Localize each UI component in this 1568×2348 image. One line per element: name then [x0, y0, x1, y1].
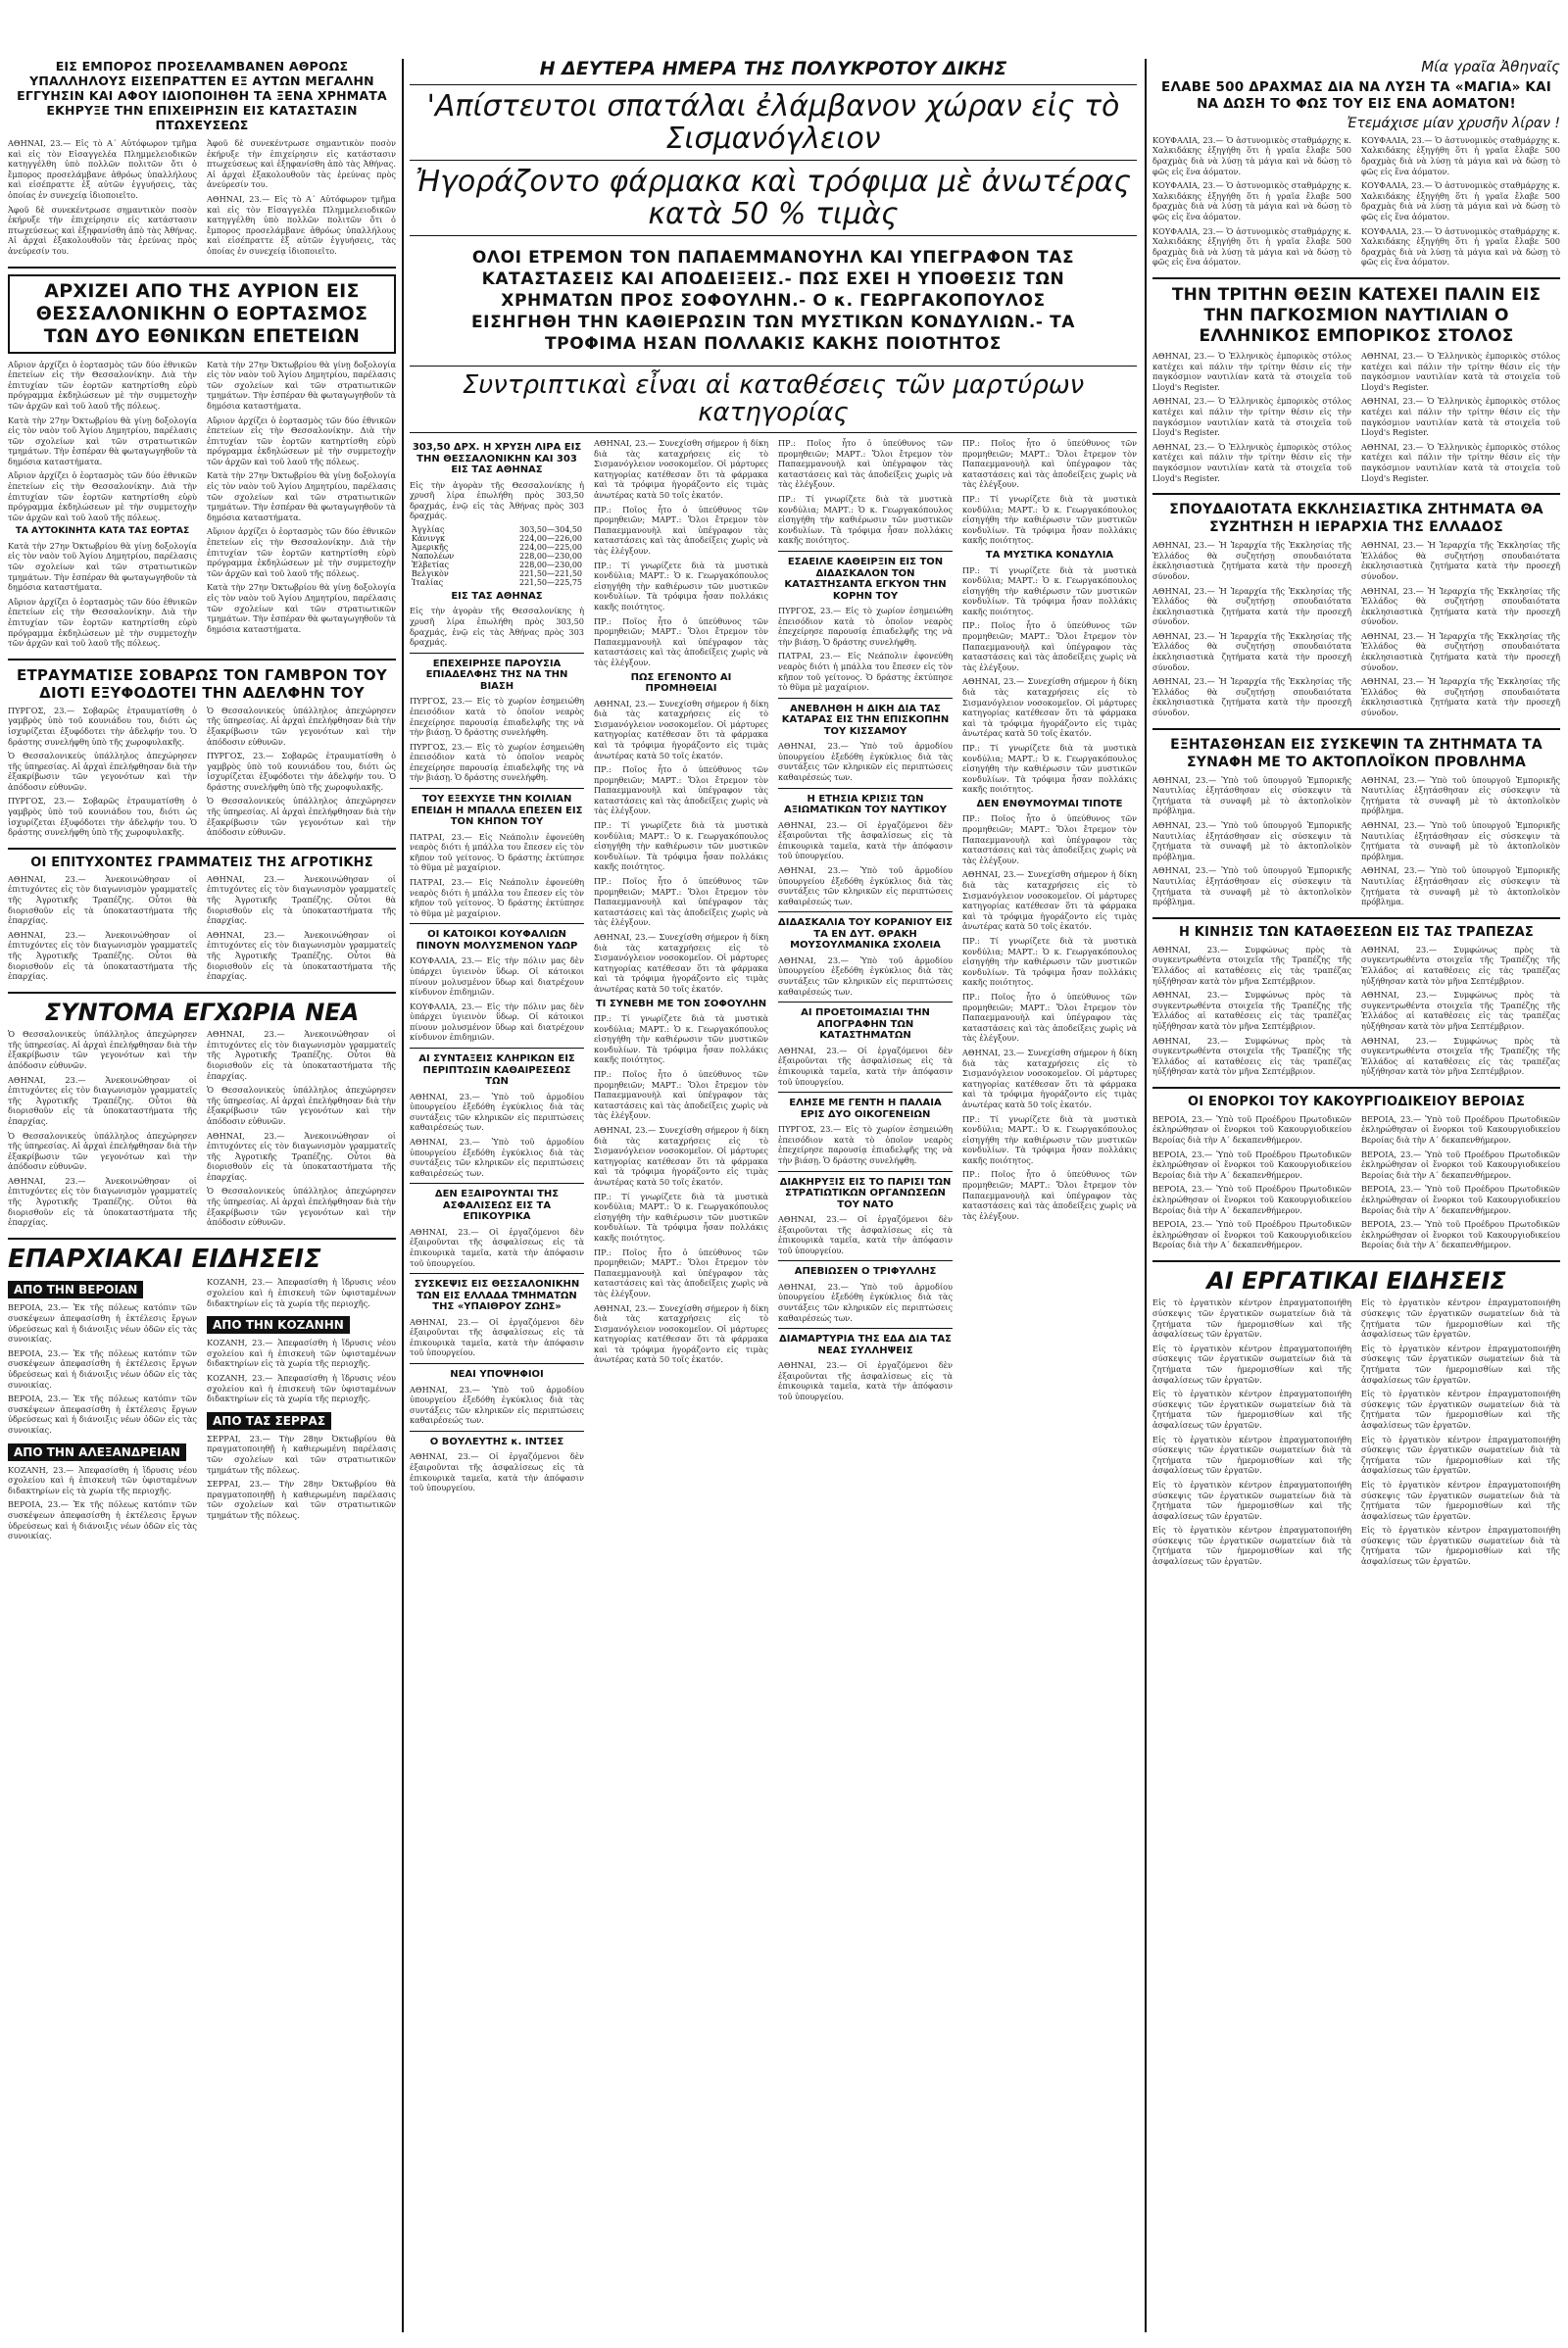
paragraph: Αὔριον ἀρχίζει ὁ ἑορτασμὸς τῶν δύο ἐθνικῶν ἐπετείων εἰς τὴν Θεσσαλονίκην. Διὰ τὴν ἐπιτυχίαν τῶν ἑορτῶν κατηρτίσθη εὐρὺ πρόγραμμα ἐκδηλώσεων μὲ τὴν συμμετοχὴν τῶν ἀρχῶν καὶ τοῦ λαοῦ τῆς πόλεως.: [8, 359, 197, 411]
paragraph: ΠΑΤΡΑΙ, 23.— Εἰς Νεάπολιν ἐφονεύθη νεαρὸς διότι ἡ μπάλλα του ἔπεσεν εἰς τὸν κῆπον τοῦ γείτονος. Ὁ δράστης ἐκτύπησε τὸ θῦμα μὲ μαχαίριον.: [410, 831, 584, 873]
subheadline: ΔΙΑΜΑΡΤΥΡΙΑ ΤΗΣ ΕΔΑ ΔΙΑ ΤΑΣ ΝΕΑΣ ΣΥΛΛΗΨΕΙΣ: [779, 1334, 952, 1356]
subheadline: ΔΙΑΚΗΡΥΞΙΣ ΕΙΣ ΤΟ ΠΑΡΙΣΙ ΤΩΝ ΣΤΡΑΤΙΩΤΙΚΩΝ ΟΡΓΑΝΩΣΕΩΝ ΤΟΥ ΝΑΤΟ: [779, 1176, 952, 1210]
paragraph: ΑΘΗΝΑΙ, 23.— Συνεχίσθη σήμερον ἡ δίκη διὰ τὰς καταχρήσεις εἰς τὸ Σισμανόγλειον νοσοκομεῖον. Οἱ μάρτυρες κατηγορίας κατέθεσαν ὅτι τὰ φάρμακα καὶ τὰ τρόφιμα ἠγοράζοντο εἰς τιμὰς ἀνωτέρας κατὰ 50 τοῖς ἑκατόν.: [594, 1125, 768, 1187]
paragraph: Κατὰ τὴν 27ην Ὀκτωβρίου θὰ γίνῃ δοξολογία εἰς τὸν ναὸν τοῦ Ἁγίου Δημητρίου, παρέλασις τῶν σχολείων καὶ τῶν στρατιωτικῶν τμημάτων. Τὴν ἑσπέραν θὰ φωταγωγηθοῦν τὰ δημόσια καταστήματα.: [207, 470, 396, 522]
paragraph: ΑΘΗΝΑΙ, 23.— Συμφώνως πρὸς τὰ συγκεντρωθέντα στοιχεῖα τῆς Τραπέζης τῆς Ἑλλάδος αἱ καταθέσεις εἰς τὰς τραπέζας ηὐξήθησαν κατὰ τὸν μῆνα Σεπτέμβριον.: [1152, 944, 1351, 986]
paragraph: ΠΡ.: Ποῖος ἦτο ὁ ὑπεύθυνος τῶν προμηθειῶν; ΜΑΡΤ.: Ὅλοι ἔτρεμον τὸν Παπαεμμανουὴλ καὶ ὑπέγραφον τὰς καταστάσεις καὶ τὰς ἀποδείξεις χωρὶς νὰ τὰς ἐλέγξουν.: [594, 504, 768, 557]
center-subcolumn: [962, 438, 1137, 1497]
paragraph: ΠΡ.: Ποῖος ἦτο ὁ ὑπεύθυνος τῶν προμηθειῶν; ΜΑΡΤ.: Ὅλοι ἔτρεμον τὸν Παπαεμμανουὴλ καὶ ὑπέγραφον τὰς καταστάσεις καὶ τὰς ἀποδείξεις χωρὶς νὰ τὰς ἐλέγξουν.: [962, 620, 1137, 672]
paragraph: ΠΡ.: Ποῖος ἦτο ὁ ὑπεύθυνος τῶν προμηθειῶν; ΜΑΡΤ.: Ὅλοι ἔτρεμον τὸν Παπαεμμανουὴλ καὶ ὑπέγραφον τὰς καταστάσεις καὶ τὰς ἀποδείξεις χωρὶς νὰ τὰς ἐλέγξουν.: [962, 991, 1137, 1044]
paragraph: ΠΡ.: Τί γνωρίζετε διὰ τὰ μυστικὰ κονδύλια; ΜΑΡΤ.: Ὁ κ. Γεωργακόπουλος εἰσηγήθη τὴν καθιέρωσιν τῶν μυστικῶν κονδυλίων. Τὰ τρόφιμα ἦσαν πολλάκις κακῆς ποιότητος.: [594, 1013, 768, 1065]
subheadline: ΔΕΝ ΕΝΘΥΜΟΥΜΑΙ ΤΙΠΟΤΕ: [976, 798, 1123, 809]
paragraph: Ὁ Θεσσαλονικεὺς ὑπάλληλος ἀπεχώρησεν τῆς ὑπηρεσίας. Αἱ ἀρχαὶ ἐπελήφθησαν διὰ τὴν ἐξακρίβωσιν τῶν γεγονότων καὶ τὴν ἀπόδοσιν εὐθυνῶν.: [207, 705, 396, 747]
right-kicker: Μία γραῖα Ἀθηναῖς: [1421, 59, 1560, 75]
subheadline: ΕΙΣ ΤΑΣ ΑΘΗΝΑΣ: [451, 590, 543, 602]
subheadline: ΠΩΣ ΕΓΕΝΟΝΤΟ ΑΙ ΠΡΟΜΗΘΕΙΑΙ: [630, 671, 732, 695]
paragraph: ΠΑΤΡΑΙ, 23.— Εἰς Νεάπολιν ἐφονεύθη νεαρὸς διότι ἡ μπάλλα του ἔπεσεν εἰς τὸν κῆπον τοῦ γείτονος. Ὁ δράστης ἐκτύπησε τὸ θῦμα μὲ μαχαίριον.: [410, 876, 584, 918]
center-column: [410, 59, 1137, 2332]
paragraph: ΚΟΖΑΝΗ, 23.— Ἀπεφασίσθη ἡ ἵδρυσις νέου σχολείου καὶ ἡ ἐπισκευὴ τῶν ὑφισταμένων διδακτηρίων εἰς τὰ χωρία τῆς περιοχῆς.: [207, 1277, 396, 1308]
paragraph: ΑΘΗΝΑΙ, 23.— Συνεχίσθη σήμερον ἡ δίκη διὰ τὰς καταχρήσεις εἰς τὸ Σισμανόγλειον νοσοκομεῖον. Οἱ μάρτυρες κατηγορίας κατέθεσαν ὅτι τὰ φάρμακα καὶ τὰ τρόφιμα ἠγοράζοντο εἰς τιμὰς ἀνωτέρας κατὰ 50 τοῖς ἑκατόν.: [594, 1302, 768, 1365]
paragraph: ΠΡ.: Ποῖος ἦτο ὁ ὑπεύθυνος τῶν προμηθειῶν; ΜΑΡΤ.: Ὅλοι ἔτρεμον τὸν Παπαεμμανουὴλ καὶ ὑπέγραφον τὰς καταστάσεις καὶ τὰς ἀποδείξεις χωρὶς νὰ τὰς ἐλέγξουν.: [594, 764, 768, 816]
shipping-headline: ΤΗΝ ΤΡΙΤΗΝ ΘΕΣΙΝ ΚΑΤΕΧΕΙ ΠΑΛΙΝ ΕΙΣ ΤΗΝ ΠΑΓΚΟΣΜΙΟΝ ΝΑΥΤΙΛΙΑΝ Ο ΕΛΛΗΝΙΚΟΣ ΕΜΠΟΡΙΚΟΣ ΣΤΟΛΟΣ: [1171, 285, 1542, 347]
paragraph: ΠΡ.: Τί γνωρίζετε διὰ τὰ μυστικὰ κονδύλια; ΜΑΡΤ.: Ὁ κ. Γεωργακόπουλος εἰσηγήθη τὴν καθιέρωσιν τῶν μυστικῶν κονδυλίων. Τὰ τρόφιμα ἦσαν πολλάκις κακῆς ποιότητος.: [962, 743, 1137, 795]
coin-name: Κάνινγκ: [412, 533, 446, 543]
paragraph: ΑΘΗΝΑΙ, 23.— Ἀνεκοινώθησαν οἱ ἐπιτυχόντες εἰς τὸν διαγωνισμὸν γραμματεῖς τῆς Ἀγροτικῆς Τραπέζης. Οὗτοι θὰ διορισθοῦν εἰς τὰ ὑποκαταστήματα τῆς ἐπαρχίας.: [8, 873, 197, 926]
article-body: [8, 360, 396, 653]
subheadline: ΑΙ ΣΥΝΤΑΞΕΙΣ ΚΛΗΡΙΚΩΝ ΕΙΣ ΠΕΡΙΠΤΩΣΙΝ ΚΑΘΑΙΡΕΣΕΩΣ ΤΩΝ: [418, 1053, 575, 1088]
paragraph: ΣΕΡΡΑΙ, 23.— Τὴν 28ην Ὀκτωβρίου θὰ πραγματοποιηθῇ ἡ καθιερωμένη παρέλασις τῶν σχολείων καὶ τῶν στρατιωτικῶν τμημάτων τῆς πόλεως.: [207, 1433, 396, 1475]
paragraph: Ὁ Θεσσαλονικεὺς ὑπάλληλος ἀπεχώρησεν τῆς ὑπηρεσίας. Αἱ ἀρχαὶ ἐπελήφθησαν διὰ τὴν ἐξακρίβωσιν τῶν γεγονότων καὶ τὴν ἀπόδοσιν εὐθυνῶν.: [207, 1186, 396, 1228]
paragraph: ΑΘΗΝΑΙ, 23.— Ἡ Ἱεραρχία τῆς Ἐκκλησίας τῆς Ἑλλάδος θὰ συζητήσῃ σπουδαιότατα ἐκκλησιαστικὰ ζητήματα κατὰ τὴν προσεχῆ σύνοδον.: [1361, 585, 1560, 627]
gold-price-row: [410, 552, 584, 561]
paragraph: ΒΕΡΟΙΑ, 23.— Ὑπὸ τοῦ Προέδρου Πρωτοδικῶν ἐκληρώθησαν οἱ ἔνορκοι τοῦ Κακουργιοδικείου Βεροίας διὰ τὴν Α΄ δεκαπενθήμερον.: [1152, 1113, 1351, 1146]
paragraph: ΑΘΗΝΑΙ, 23.— Ὑπὸ τοῦ ὑπουργοῦ Ἐμπορικῆς Ναυτιλίας ἐξητάσθησαν εἰς σύσκεψιν τὰ ζητήματα τὰ συναφῆ μὲ τὸ ἀκτοπλοϊκὸν πρόβλημα.: [1361, 774, 1560, 816]
paragraph: ΠΥΡΓΟΣ, 23.— Σοβαρῶς ἐτραυματίσθη ὁ γαμβρὸς ὑπὸ τοῦ κουνιάδου του, διότι ὡς ἰσχυρίζεται ἐξυφόδοτει τὴν ἀδελφήν του. Ὁ δράστης συνελήφθη ὑπὸ τῆς χωροφυλακῆς.: [207, 751, 396, 792]
paragraph: ΒΕΡΟΙΑ, 23.— Ὑπὸ τοῦ Προέδρου Πρωτοδικῶν ἐκληρώθησαν οἱ ἔνορκοι τοῦ Κακουργιοδικείου Βεροίας διὰ τὴν Α΄ δεκαπενθήμερον.: [1361, 1219, 1560, 1250]
paragraph: Αὔριον ἀρχίζει ὁ ἑορτασμὸς τῶν δύο ἐθνικῶν ἐπετείων εἰς τὴν Θεσσαλονίκην. Διὰ τὴν ἐπιτυχίαν τῶν ἑορτῶν κατηρτίσθη εὐρὺ πρόγραμμα ἐκδηλώσεων μὲ τὴν συμμετοχὴν τῶν ἀρχῶν καὶ τοῦ λαοῦ τῆς πόλεως.: [8, 596, 197, 649]
paragraph: Εἰς τὸ ἐργατικὸν κέντρον ἐπραγματοποιήθη σύσκεψις τῶν ἐργατικῶν σωματείων διὰ τὰ ζητήματα τῶν ἡμερομισθίων καὶ τῆς ἀσφαλίσεως τῶν ἐργατῶν.: [1361, 1434, 1560, 1476]
paragraph: ΠΡ.: Τί γνωρίζετε διὰ τὰ μυστικὰ κονδύλια; ΜΑΡΤ.: Ὁ κ. Γεωργακόπουλος εἰσηγήθη τὴν καθιέρωσιν τῶν μυστικῶν κονδυλίων. Τὰ τρόφιμα ἦσαν πολλάκις κακῆς ποιότητος.: [594, 1191, 768, 1243]
subheadline: ΤΑ ΜΥΣΤΙΚΑ ΚΟΝΔΥΛΙΑ: [985, 550, 1114, 562]
paragraph: ΚΟΥΦΑΛΙΑ, 23.— Εἰς τὴν πόλιν μας δὲν ὑπάρχει ὑγιεινὸν ὕδωρ. Οἱ κάτοικοι πίνουν μολυσμένον ὕδωρ καὶ διατρέχουν κίνδυνον ἐπιδημιῶν.: [410, 1001, 584, 1043]
paragraph: ΠΡ.: Ποῖος ἦτο ὁ ὑπεύθυνος τῶν προμηθειῶν; ΜΑΡΤ.: Ὅλοι ἔτρεμον τὸν Παπαεμμανουὴλ καὶ ὑπέγραφον τὰς καταστάσεις καὶ τὰς ἀποδείξεις χωρὶς νὰ τὰς ἐλέγξουν.: [594, 876, 768, 928]
paragraph: Εἰς τὸ ἐργατικὸν κέντρον ἐπραγματοποιήθη σύσκεψις τῶν ἐργατικῶν σωματείων διὰ τὰ ζητήματα τῶν ἡμερομισθίων καὶ τῆς ἀσφαλίσεως τῶν ἐργατῶν.: [1152, 1479, 1351, 1521]
article-body: [1152, 775, 1560, 911]
paragraph: ΑΘΗΝΑΙ, 23.— Οἱ ἐργαζόμενοι δὲν ἐξαιροῦνται τῆς ἀσφαλίσεως εἰς τὰ ἐπικουρικὰ ταμεῖα, κατὰ τὴν ἀπόφασιν τοῦ ὑπουργείου.: [410, 1451, 584, 1493]
paragraph: ΑΘΗΝΑΙ, 23.— Ὁ Ἑλληνικὸς ἐμπορικὸς στόλος κατέχει καὶ πάλιν τὴν τρίτην θέσιν εἰς τὴν παγκόσμιον ναυτιλίαν κατὰ τὰ στοιχεῖα τοῦ Lloyd's Register.: [1361, 351, 1560, 392]
paragraph: ΑΘΗΝΑΙ, 23.— Ὑπὸ τοῦ ἁρμοδίου ὑπουργείου ἐξεδόθη ἐγκύκλιος διὰ τὰς συντάξεις τῶν κληρικῶν εἰς περιπτώσεις καθαιρέσεώς των.: [410, 1091, 584, 1133]
paragraph: Εἰς τὸ ἐργατικὸν κέντρον ἐπραγματοποιήθη σύσκεψις τῶν ἐργατικῶν σωματείων διὰ τὰ ζητήματα τῶν ἡμερομισθίων καὶ τῆς ἀσφαλίσεως τῶν ἐργατῶν.: [1152, 1389, 1351, 1430]
paragraph: ΑΘΗΝΑΙ, 23.— Εἰς τὸ Α΄ Αὐτόφωρον τμῆμα καὶ εἰς τὸν Εἰσαγγελέα Πλημμελειοδικῶν κατηγγέλθη ὑπὸ πολλῶν πολιτῶν ὅτι ὁ ἔμπορος προσελάμβανε ἀθρόως ὑπαλλήλους καὶ εἰσέπραττε ἐξ αὐτῶν ἐγγυήσεις, τὰς ὁποίας ἐν συνεχείᾳ ἰδιοποιεῖτο.: [8, 138, 197, 200]
paragraph: ΠΥΡΓΟΣ, 23.— Εἰς τὸ χωρίον ἐσημειώθη ἐπεισόδιον κατὰ τὸ ὁποῖον νεαρὸς ἐπεχείρησε παρουσίᾳ ἐπιαδελφῆς της νὰ τὴν βιάσῃ. Ὁ δράστης συνελήφθη.: [410, 741, 584, 783]
section-label: ΑΠΟ ΤΑΣ ΣΕΡΡΑΣ: [207, 1412, 331, 1430]
coin-name: Ἀγγλίας: [412, 524, 445, 534]
article-body: [8, 1029, 396, 1232]
article-body: [1152, 135, 1560, 271]
gold-headline: 303,50 ΔΡΧ. Η ΧΡΥΣΗ ΛΙΡΑ ΕΙΣ ΤΗΝ ΘΕΣΣΑΛΟΝΙΚΗΝ ΚΑΙ 303 ΕΙΣ ΤΑΣ ΑΘΗΝΑΣ: [412, 442, 582, 476]
paragraph: ΑΘΗΝΑΙ, 23.— Ἀνεκοινώθησαν οἱ ἐπιτυχόντες εἰς τὸν διαγωνισμὸν γραμματεῖς τῆς Ἀγροτικῆς Τραπέζης. Οὗτοι θὰ διορισθοῦν εἰς τὰ ὑποκαταστήματα τῆς ἐπαρχίας.: [207, 1029, 396, 1081]
paragraph: ΑΘΗΝΑΙ, 23.— Συνεχίσθη σήμερον ἡ δίκη διὰ τὰς καταχρήσεις εἰς τὸ Σισμανόγλειον νοσοκομεῖον. Οἱ μάρτυρες κατηγορίας κατέθεσαν ὅτι τὰ φάρμακα καὶ τὰ τρόφιμα ἠγοράζοντο εἰς τιμὰς ἀνωτέρας κατὰ 50 τοῖς ἑκατόν.: [962, 869, 1137, 932]
paragraph: ΑΘΗΝΑΙ, 23.— Συνεχίσθη σήμερον ἡ δίκη διὰ τὰς καταχρήσεις εἰς τὸ Σισμανόγλειον νοσοκομεῖον. Οἱ μάρτυρες κατηγορίας κατέθεσαν ὅτι τὰ φάρμακα καὶ τὰ τρόφιμα ἠγοράζοντο εἰς τιμὰς ἀνωτέρας κατὰ 50 τοῖς ἑκατόν.: [962, 1047, 1137, 1109]
subheadline: ΑΝΕΒΛΗΘΗ Η ΔΙΚΗ ΔΙΑ ΤΑΣ ΚΑΤΑΡΑΣ ΕΙΣ ΤΗΝ ΕΠΙΣΚΟΠΗΝ ΤΟΥ ΚΙΣΣΑΜΟΥ: [781, 703, 950, 737]
article-body: [1152, 945, 1560, 1081]
paragraph: Αὔριον ἀρχίζει ὁ ἑορτασμὸς τῶν δύο ἐθνικῶν ἐπετείων εἰς τὴν Θεσσαλονίκην. Διὰ τὴν ἐπιτυχίαν τῶν ἑορτῶν κατηρτίσθη εὐρὺ πρόγραμμα ἐκδηλώσεων μὲ τὴν συμμετοχὴν τῶν ἀρχῶν καὶ τοῦ λαοῦ τῆς πόλεως.: [8, 470, 197, 522]
paragraph: ΠΡ.: Ποῖος ἦτο ὁ ὑπεύθυνος τῶν προμηθειῶν; ΜΑΡΤ.: Ὅλοι ἔτρεμον τὸν Παπαεμμανουὴλ καὶ ὑπέγραφον τὰς καταστάσεις καὶ τὰς ἀποδείξεις χωρὶς νὰ τὰς ἐλέγξουν.: [962, 1169, 1137, 1221]
paragraph: ΑΘΗΝΑΙ, 23.— Ὑπὸ τοῦ ἁρμοδίου ὑπουργείου ἐξεδόθη ἐγκύκλιος διὰ τὰς συντάξεις τῶν κληρικῶν εἰς περιπτώσεις καθαιρέσεώς των.: [778, 741, 953, 783]
column-rule: [402, 59, 404, 2332]
paragraph: ΑΘΗΝΑΙ, 23.— Οἱ ἐργαζόμενοι δὲν ἐξαιροῦνται τῆς ἀσφαλίσεως εἰς τὰ ἐπικουρικὰ ταμεῖα, κατὰ τὴν ἀπόφασιν τοῦ ὑπουργείου.: [778, 1360, 953, 1402]
paragraph: ΑΘΗΝΑΙ, 23.— Ὁ Ἑλληνικὸς ἐμπορικὸς στόλος κατέχει καὶ πάλιν τὴν τρίτην θέσιν εἰς τὴν παγκόσμιον ναυτιλίαν κατὰ τὰ στοιχεῖα τοῦ Lloyd's Register.: [1361, 396, 1560, 438]
paragraph: ΑΘΗΝΑΙ, 23.— Οἱ ἐργαζόμενοι δὲν ἐξαιροῦνται τῆς ἀσφαλίσεως εἰς τὰ ἐπικουρικὰ ταμεῖα, κατὰ τὴν ἀπόφασιν τοῦ ὑπουργείου.: [410, 1316, 584, 1358]
article-body: [8, 1277, 396, 1544]
subheadline: ΝΕΑΙ ΥΠΟΨΗΦΙΟΙ: [450, 1369, 544, 1381]
paragraph: Εἰς τὸ ἐργατικὸν κέντρον ἐπραγματοποιήθη σύσκεψις τῶν ἐργατικῶν σωματείων διὰ τὰ ζητήματα τῶν ἡμερομισθίων καὶ τῆς ἀσφαλίσεως τῶν ἐργατῶν.: [1361, 1343, 1560, 1385]
paragraph: ΒΕΡΟΙΑ, 23.— Ὑπὸ τοῦ Προέδρου Πρωτοδικῶν ἐκληρώθησαν οἱ ἔνορκοι τοῦ Κακουργιοδικείου Βεροίας διὰ τὴν Α΄ δεκαπενθήμερον.: [1361, 1184, 1560, 1215]
paragraph: ΠΥΡΓΟΣ, 23.— Εἰς τὸ χωρίον ἐσημειώθη ἐπεισόδιον κατὰ τὸ ὁποῖον νεαρὸς ἐπεχείρησε παρουσίᾳ ἐπιαδελφῆς της νὰ τὴν βιάσῃ. Ὁ δράστης συνελήφθη.: [410, 696, 584, 738]
paragraph: ΚΟΥΦΑΛΙΑ, 23.— Ὁ ἀστυνομικὸς σταθμάρχης κ. Χαλκιδάκης ἐξηγήθη ὅτι ἡ γραῖα ἔλαβε 500 δραχμὰς διὰ νὰ λύσῃ τὰ μάγια καὶ νὰ δώσῃ τὸ φῶς εἰς ἕνα ἀόματον.: [1361, 134, 1560, 176]
coin-name: Ἰταλίας: [412, 577, 444, 587]
paragraph: ΑΘΗΝΑΙ, 23.— Συνεχίσθη σήμερον ἡ δίκη διὰ τὰς καταχρήσεις εἰς τὸ Σισμανόγλειον νοσοκομεῖον. Οἱ μάρτυρες κατηγορίας κατέθεσαν ὅτι τὰ φάρμακα καὶ τὰ τρόφιμα ἠγοράζοντο εἰς τιμὰς ἀνωτέρας κατὰ 50 τοῖς ἑκατόν.: [962, 676, 1137, 739]
deposits-headline: Η ΚΙΝΗΣΙΣ ΤΩΝ ΚΑΤΑΘΕΣΕΩΝ ΕΙΣ ΤΑΣ ΤΡΑΠΕΖΑΣ: [1179, 924, 1534, 940]
paragraph: ΒΕΡΟΙΑ, 23.— Ὑπὸ τοῦ Προέδρου Πρωτοδικῶν ἐκληρώθησαν οἱ ἔνορκοι τοῦ Κακουργιοδικείου Βεροίας διὰ τὴν Α΄ δεκαπενθήμερον.: [1152, 1184, 1351, 1215]
secretaries-headline: ΟΙ ΕΠΙΤΥΧΟΝΤΕΣ ΓΡΑΜΜΑΤΕΙΣ ΤΗΣ ΑΓΡΟΤΙΚΗΣ: [30, 855, 373, 870]
paragraph: ΚΟΥΦΑΛΙΑ, 23.— Ὁ ἀστυνομικὸς σταθμάρχης κ. Χαλκιδάκης ἐξηγήθη ὅτι ἡ γραῖα ἔλαβε 500 δραχμὰς διὰ νὰ λύσῃ τὰ μάγια καὶ νὰ δώσῃ τὸ φῶς εἰς ἕνα ἀόματον.: [1361, 225, 1560, 268]
paragraph: ΠΡ.: Ποῖος ἦτο ὁ ὑπεύθυνος τῶν προμηθειῶν; ΜΑΡΤ.: Ὅλοι ἔτρεμον τὸν Παπαεμμανουὴλ καὶ ὑπέγραφον τὰς καταστάσεις καὶ τὰς ἀποδείξεις χωρὶς νὰ τὰς ἐλέγξουν.: [594, 615, 768, 667]
subheadline: ΤΟΥ ΕΞΕΧΥΣΕ ΤΗΝ ΚΟΙΛΙΑΝ ΕΠΕΙΔΗ Η ΜΠΑΛΛΑ ΕΠΕΣΕΝ ΕΙΣ ΤΟΝ ΚΗΠΟΝ ΤΟΥ: [411, 794, 583, 828]
paragraph: ΑΘΗΝΑΙ, 23.— Οἱ ἐργαζόμενοι δὲν ἐξαιροῦνται τῆς ἀσφαλίσεως εἰς τὰ ἐπικουρικὰ ταμεῖα, κατὰ τὴν ἀπόφασιν τοῦ ὑπουργείου.: [778, 819, 953, 861]
subheadline: ΔΕΝ ΕΞΑΙΡΟΥΝΤΑΙ ΤΗΣ ΑΣΦΑΛΙΣΕΩΣ ΕΙΣ ΤΑ ΕΠΙΚΟΥΡΙΚΑ: [434, 1189, 560, 1223]
paragraph: ΑΘΗΝΑΙ, 23.— Ὑπὸ τοῦ ἁρμοδίου ὑπουργείου ἐξεδόθη ἐγκύκλιος διὰ τὰς συντάξεις τῶν κληρικῶν εἰς περιπτώσεις καθαιρέσεώς των.: [778, 865, 953, 906]
article-body: [1152, 540, 1560, 722]
provincial-news-headline: ΕΠΑΡΧΙΑΚΑΙ ΕΙΔΗΣΕΙΣ: [8, 1244, 321, 1274]
paragraph: ΑΘΗΝΑΙ, 23.— Ἀνεκοινώθησαν οἱ ἐπιτυχόντες εἰς τὸν διαγωνισμὸν γραμματεῖς τῆς Ἀγροτικῆς Τραπέζης. Οὗτοι θὰ διορισθοῦν εἰς τὰ ὑποκαταστήματα τῆς ἐπαρχίας.: [8, 1175, 197, 1228]
paragraph: Αὔριον ἀρχίζει ὁ ἑορτασμὸς τῶν δύο ἐθνικῶν ἐπετείων εἰς τὴν Θεσσαλονίκην. Διὰ τὴν ἐπιτυχίαν τῶν ἑορτῶν κατηρτίσθη εὐρὺ πρόγραμμα ἐκδηλώσεων μὲ τὴν συμμετοχὴν τῶν ἀρχῶν καὶ τοῦ λαοῦ τῆς πόλεως.: [207, 415, 396, 466]
paragraph: ΑΘΗΝΑΙ, 23.— Ὑπὸ τοῦ ἁρμοδίου ὑπουργείου ἐξεδόθη ἐγκύκλιος διὰ τὰς συντάξεις τῶν κληρικῶν εἰς περιπτώσεις καθαιρέσεώς των.: [410, 1136, 584, 1178]
center-columns: [410, 438, 1137, 1497]
right-top-headline: ΕΛΑΒΕ 500 ΔΡΑΧΜΑΣ ΔΙΑ ΝΑ ΛΥΣΗ ΤΑ «ΜΑΓΙΑ» ΚΑΙ ΝΑ ΔΩΣΗ ΤΟ ΦΩΣ ΤΟΥ ΕΙΣ ΕΝΑ ΑΟΜΑΤΟΝ!: [1161, 78, 1551, 112]
coin-name: Βελγικὸν: [412, 568, 449, 578]
paragraph: ΠΑΤΡΑΙ, 23.— Εἰς Νεάπολιν ἐφονεύθη νεαρὸς διότι ἡ μπάλλα του ἔπεσεν εἰς τὸν κῆπον τοῦ γείτονος. Ὁ δράστης ἐκτύπησε τὸ θῦμα μὲ μαχαίριον.: [778, 651, 953, 693]
article-body: [8, 138, 396, 261]
gold-price-row: [410, 543, 584, 552]
gold-price-row: [410, 534, 584, 543]
paragraph: ΑΘΗΝΑΙ, 23.— Ὁ Ἑλληνικὸς ἐμπορικὸς στόλος κατέχει καὶ πάλιν τὴν τρίτην θέσιν εἰς τὴν παγκόσμιον ναυτιλίαν κατὰ τὰ στοιχεῖα τοῦ Lloyd's Register.: [1152, 351, 1351, 392]
center-subcolumn: [778, 438, 953, 1497]
paragraph: ΒΕΡΟΙΑ, 23.— Ἐκ τῆς πόλεως κατόπιν τῶν συσκέψεων ἀπεφασίσθη ἡ ἐκτέλεσις ἔργων ὑδρεύσεως καὶ ἡ διάνοιξις νέων ὁδῶν εἰς τὰς συνοικίας.: [8, 1499, 197, 1541]
subheadline: ΟΙ ΚΑΤΟΙΚΟΙ ΚΟΥΦΑΛΙΩΝ ΠΙΝΟΥΝ ΜΟΛΥΣΜΕΝΟΝ ΥΔΩΡ: [416, 929, 578, 952]
paragraph: ΚΟΖΑΝΗ, 23.— Ἀπεφασίσθη ἡ ἵδρυσις νέου σχολείου καὶ ἡ ἐπισκευὴ τῶν ὑφισταμένων διδακτηρίων εἰς τὰ χωρία τῆς περιοχῆς.: [207, 1373, 396, 1404]
paragraph: ΚΟΥΦΑΛΙΑ, 23.— Ὁ ἀστυνομικὸς σταθμάρχης κ. Χαλκιδάκης ἐξηγήθη ὅτι ἡ γραῖα ἔλαβε 500 δραχμὰς διὰ νὰ λύσῃ τὰ μάγια καὶ νὰ δώσῃ τὸ φῶς εἰς ἕνα ἀόματον.: [1152, 225, 1351, 268]
subheadline: ΑΠΕΒΙΩΣΕΝ Ο ΤΡΙΦΥΛΛΗΣ: [794, 1266, 937, 1278]
paragraph: ΠΡ.: Ποῖος ἦτο ὁ ὑπεύθυνος τῶν προμηθειῶν; ΜΑΡΤ.: Ὅλοι ἔτρεμον τὸν Παπαεμμανουὴλ καὶ ὑπέγραφον τὰς καταστάσεις καὶ τὰς ἀποδείξεις χωρὶς νὰ τὰς ἐλέγξουν.: [962, 438, 1137, 490]
article-body: [8, 874, 396, 986]
paragraph: Ἀφοῦ δὲ συνεκέντρωσε σημαντικὸν ποσὸν ἐκήρυξε τὴν ἐπιχείρησιν εἰς κατάστασιν πτωχεύσεως καὶ ἐξηφανίσθη ἀπὸ τὰς Ἀθήνας. Αἱ ἀρχαὶ ἐξακολουθοῦν τὰς ἐρεύνας πρὸς ἀνεύρεσίν του.: [8, 204, 197, 256]
section-label: ΑΠΟ ΤΗΝ ΚΟΖΑΝΗΝ: [207, 1316, 350, 1334]
labour-news-headline: ΑΙ ΕΡΓΑΤΙΚΑΙ ΕΙΔΗΣΕΙΣ: [1206, 1267, 1506, 1296]
trial-kicker: Η ΔΕΥΤΕΡΑ ΗΜΕΡΑ ΤΗΣ ΠΟΛΥΚΡΟΤΟΥ ΔΙΚΗΣ: [539, 59, 1007, 79]
coin-price: 224,00—225,00: [519, 542, 582, 552]
right-column: [1152, 59, 1560, 2332]
paragraph: Εἰς τὸ ἐργατικὸν κέντρον ἐπραγματοποιήθη σύσκεψις τῶν ἐργατικῶν σωματείων διὰ τὰ ζητήματα τῶν ἡμερομισθίων καὶ τῆς ἀσφαλίσεως τῶν ἐργατῶν.: [1152, 1525, 1351, 1567]
wound-headline: ΕΤΡΑΥΜΑΤΙΣΕ ΣΟΒΑΡΩΣ ΤΟΝ ΓΑΜΒΡΟΝ ΤΟΥ ΔΙΟΤΙ ΕΞΥΦΟΔΟΤΕΙ ΤΗΝ ΑΔΕΛΦΗΝ ΤΟΥ: [17, 665, 387, 702]
paragraph: ΑΘΗΝΑΙ, 23.— Ὑπὸ τοῦ ὑπουργοῦ Ἐμπορικῆς Ναυτιλίας ἐξητάσθησαν εἰς σύσκεψιν τὰ ζητήματα τὰ συναφῆ μὲ τὸ ἀκτοπλοϊκὸν πρόβλημα.: [1361, 865, 1560, 907]
paragraph: ΑΘΗΝΑΙ, 23.— Ὁ Ἑλληνικὸς ἐμπορικὸς στόλος κατέχει καὶ πάλιν τὴν τρίτην θέσιν εἰς τὴν παγκόσμιον ναυτιλίαν κατὰ τὰ στοιχεῖα τοῦ Lloyd's Register.: [1361, 441, 1560, 483]
paragraph: Εἰς τὸ ἐργατικὸν κέντρον ἐπραγματοποιήθη σύσκεψις τῶν ἐργατικῶν σωματείων διὰ τὰ ζητήματα τῶν ἡμερομισθίων καὶ τῆς ἀσφαλίσεως τῶν ἐργατῶν.: [1361, 1479, 1560, 1521]
paragraph: ΑΘΗΝΑΙ, 23.— Ἀνεκοινώθησαν οἱ ἐπιτυχόντες εἰς τὸν διαγωνισμὸν γραμματεῖς τῆς Ἀγροτικῆς Τραπέζης. Οὗτοι θὰ διορισθοῦν εἰς τὰ ὑποκαταστήματα τῆς ἐπαρχίας.: [207, 929, 396, 982]
paragraph: ΠΡ.: Ποῖος ἦτο ὁ ὑπεύθυνος τῶν προμηθειῶν; ΜΑΡΤ.: Ὅλοι ἔτρεμον τὸν Παπαεμμανουὴλ καὶ ὑπέγραφον τὰς καταστάσεις καὶ τὰς ἀποδείξεις χωρὶς νὰ τὰς ἐλέγξουν.: [594, 1247, 768, 1298]
paragraph: ΚΟΥΦΑΛΙΑ, 23.— Ὁ ἀστυνομικὸς σταθμάρχης κ. Χαλκιδάκης ἐξηγήθη ὅτι ἡ γραῖα ἔλαβε 500 δραχμὰς διὰ νὰ λύσῃ τὰ μάγια καὶ νὰ δώσῃ τὸ φῶς εἰς ἕνα ἀόματον.: [1152, 134, 1351, 176]
paragraph: Ὁ Θεσσαλονικεὺς ὑπάλληλος ἀπεχώρησεν τῆς ὑπηρεσίας. Αἱ ἀρχαὶ ἐπελήφθησαν διὰ τὴν ἐξακρίβωσιν τῶν γεγονότων καὶ τὴν ἀπόδοσιν εὐθυνῶν.: [8, 1029, 197, 1070]
subheadline: ΕΛΗΣΕ ΜΕ ΓΕΝΤΗ Η ΠΑΛΑΙΑ ΕΡΙΣ ΔΥΟ ΟΙΚΟΓΕΝΕΙΩΝ: [789, 1098, 942, 1120]
paragraph: ΠΡ.: Τί γνωρίζετε διὰ τὰ μυστικὰ κονδύλια; ΜΑΡΤ.: Ὁ κ. Γεωργακόπουλος εἰσηγήθη τὴν καθιέρωσιν τῶν μυστικῶν κονδυλίων. Τὰ τρόφιμα ἦσαν πολλάκις κακῆς ποιότητος.: [594, 820, 768, 872]
festival-headline: ΑΡΧΙΖΕΙ ΑΠΟ ΤΗΣ ΑΥΡΙΟΝ ΕΙΣ ΘΕΣΣΑΛΟΝΙΚΗΝ Ο ΕΟΡΤΑΣΜΟΣ ΤΩΝ ΔΥΟ ΕΘΝΙΚΩΝ ΕΠΕΤΕΙΩΝ: [8, 274, 396, 354]
paragraph: Ὁ Θεσσαλονικεὺς ὑπάλληλος ἀπεχώρησεν τῆς ὑπηρεσίας. Αἱ ἀρχαὶ ἐπελήφθησαν διὰ τὴν ἐξακρίβωσιν τῶν γεγονότων καὶ τὴν ἀπόδοσιν εὐθυνῶν.: [8, 1130, 197, 1172]
paragraph: ΑΘΗΝΑΙ, 23.— Συνεχίσθη σήμερον ἡ δίκη διὰ τὰς καταχρήσεις εἰς τὸ Σισμανόγλειον νοσοκομεῖον. Οἱ μάρτυρες κατηγορίας κατέθεσαν ὅτι τὰ φάρμακα καὶ τὰ τρόφιμα ἠγοράζοντο εἰς τιμὰς ἀνωτέρας κατὰ 50 τοῖς ἑκατόν.: [594, 438, 768, 501]
paragraph: Εἰς τὸ ἐργατικὸν κέντρον ἐπραγματοποιήθη σύσκεψις τῶν ἐργατικῶν σωματείων διὰ τὰ ζητήματα τῶν ἡμερομισθίων καὶ τῆς ἀσφαλίσεως τῶν ἐργατῶν.: [1152, 1343, 1351, 1385]
article-body: [1152, 1297, 1560, 1570]
trial-headline-2: Ἠγοράζοντο φάρμακα καὶ τρόφιμα μὲ ἀνωτέρας κατὰ 50 % τιμὰς: [415, 164, 1132, 231]
paragraph: ΑΘΗΝΑΙ, 23.— Ἡ Ἱεραρχία τῆς Ἐκκλησίας τῆς Ἑλλάδος θὰ συζητήσῃ σπουδαιότατα ἐκκλησιαστικὰ ζητήματα κατὰ τὴν προσεχῆ σύνοδον.: [1361, 630, 1560, 672]
paragraph: ΒΕΡΟΙΑ, 23.— Ὑπὸ τοῦ Προέδρου Πρωτοδικῶν ἐκληρώθησαν οἱ ἔνορκοι τοῦ Κακουργιοδικείου Βεροίας διὰ τὴν Α΄ δεκαπενθήμερον.: [1361, 1113, 1560, 1146]
paragraph: Κατὰ τὴν 27ην Ὀκτωβρίου θὰ γίνῃ δοξολογία εἰς τὸν ναὸν τοῦ Ἁγίου Δημητρίου, παρέλασις τῶν σχολείων καὶ τῶν στρατιωτικῶν τμημάτων. Τὴν ἑσπέραν θὰ φωταγωγηθοῦν τὰ δημόσια καταστήματα.: [8, 415, 197, 466]
coin-price: 224,00—226,00: [519, 533, 582, 543]
paragraph: Ὁ Θεσσαλονικεὺς ὑπάλληλος ἀπεχώρησεν τῆς ὑπηρεσίας. Αἱ ἀρχαὶ ἐπελήφθησαν διὰ τὴν ἐξακρίβωσιν τῶν γεγονότων καὶ τὴν ἀπόδοσιν εὐθυνῶν.: [207, 796, 396, 838]
paragraph: Εἰς τὸ ἐργατικὸν κέντρον ἐπραγματοποιήθη σύσκεψις τῶν ἐργατικῶν σωματείων διὰ τὰ ζητήματα τῶν ἡμερομισθίων καὶ τῆς ἀσφαλίσεως τῶν ἐργατῶν.: [1152, 1297, 1351, 1340]
paragraph: ΒΕΡΟΙΑ, 23.— Ὑπὸ τοῦ Προέδρου Πρωτοδικῶν ἐκληρώθησαν οἱ ἔνορκοι τοῦ Κακουργιοδικείου Βεροίας διὰ τὴν Α΄ δεκαπενθήμερον.: [1361, 1149, 1560, 1180]
center-subcolumn: [410, 438, 584, 1497]
subheadline: Η ΕΤΗΣΙΑ ΚΡΙΣΙΣ ΤΩΝ ΑΞΙΩΜΑΤΙΚΩΝ ΤΟΥ ΝΑΥΤΙΚΟΥ: [783, 793, 948, 816]
subheadline: ΣΥΣΚΕΨΙΣ ΕΙΣ ΘΕΣΣΑΛΟΝΙΚΗΝ ΤΩΝ ΕΙΣ ΕΛΛΑΔΑ ΤΜΗΜΑΤΩΝ ΤΗΣ «ΥΠΑΙΘΡΟΥ ΖΩΗΣ»: [414, 1279, 580, 1313]
paragraph: ΑΘΗΝΑΙ, 23.— Ἡ Ἱεραρχία τῆς Ἐκκλησίας τῆς Ἑλλάδος θὰ συζητήσῃ σπουδαιότατα ἐκκλησιαστικὰ ζητήματα κατὰ τὴν προσεχῆ σύνοδον.: [1361, 676, 1560, 718]
gold-price-row: [410, 569, 584, 578]
paragraph: ΠΡ.: Τί γνωρίζετε διὰ τὰ μυστικὰ κονδύλια; ΜΑΡΤ.: Ὁ κ. Γεωργακόπουλος εἰσηγήθη τὴν καθιέρωσιν τῶν μυστικῶν κονδυλίων. Τὰ τρόφιμα ἦσαν πολλάκις κακῆς ποιότητος.: [962, 936, 1137, 988]
subheadline: ΕΣΑΕΙΛΕ ΚΑΘΕΙΡΞΙΝ ΕΙΣ ΤΟΝ ΔΙΔΑΣΚΑΛΟΝ ΤΟΝ ΚΑΤΑΣΤΗΣΑΝΤΑ ΕΓΚΥΟΝ ΤΗΝ ΚΟΡΗΝ ΤΟΥ: [784, 557, 947, 602]
paragraph: Εἰς τὸ ἐργατικὸν κέντρον ἐπραγματοποιήθη σύσκεψις τῶν ἐργατικῶν σωματείων διὰ τὰ ζητήματα τῶν ἡμερομισθίων καὶ τῆς ἀσφαλίσεως τῶν ἐργατῶν.: [1152, 1434, 1351, 1476]
paragraph: ΒΕΡΟΙΑ, 23.— Ἐκ τῆς πόλεως κατόπιν τῶν συσκέψεων ἀπεφασίσθη ἡ ἐκτέλεσις ἔργων ὑδρεύσεως καὶ ἡ διάνοιξις νέων ὁδῶν εἰς τὰς συνοικίας.: [8, 1347, 197, 1390]
left-top-headline: ΕΙΣ ΕΜΠΟΡΟΣ ΠΡΟΣΕΛΑΜΒΑΝΕΝ ΑΘΡΟΩΣ ΥΠΑΛΛΗΛΟΥΣ ΕΙΣΕΠΡΑΤΤΕΝ ΕΞ ΑΥΤΩΝ ΜΕΓΑΛΗΝ ΕΓΓΥΗΣΙΝ ΚΑΙ ΑΦΟΥ ΙΔΙΟΠΟΙΗΘΗ ΤΑ ΞΕΝΑ ΧΡΗΜΑΤΑ ΕΚΗΡΥΞΕ ΤΗΝ ΕΠΙΧΕΙΡΗΣΙΝ ΕΙΣ ΚΑΤΑΣΤΑΣΙΝ ΠΤΩΧΕΥΣΕΩΣ: [17, 59, 387, 132]
paragraph: ΑΘΗΝΑΙ, 23.— Ὑπὸ τοῦ ὑπουργοῦ Ἐμπορικῆς Ναυτιλίας ἐξητάσθησαν εἰς σύσκεψιν τὰ ζητήματα τὰ συναφῆ μὲ τὸ ἀκτοπλοϊκὸν πρόβλημα.: [1361, 820, 1560, 861]
paragraph: ΑΘΗΝΑΙ, 23.— Συνεχίσθη σήμερον ἡ δίκη διὰ τὰς καταχρήσεις εἰς τὸ Σισμανόγλειον νοσοκομεῖον. Οἱ μάρτυρες κατηγορίας κατέθεσαν ὅτι τὰ φάρμακα καὶ τὰ τρόφιμα ἠγοράζοντο εἰς τιμὰς ἀνωτέρας κατὰ 50 τοῖς ἑκατόν.: [594, 932, 768, 994]
paragraph: ΒΕΡΟΙΑ, 23.— Ἐκ τῆς πόλεως κατόπιν τῶν συσκέψεων ἀπεφασίσθη ἡ ἐκτέλεσις ἔργων ὑδρεύσεως καὶ ἡ διάνοιξις νέων ὁδῶν εἰς τὰς συνοικίας.: [8, 1302, 197, 1345]
paragraph: ΑΘΗΝΑΙ, 23.— Ἡ Ἱεραρχία τῆς Ἐκκλησίας τῆς Ἑλλάδος θὰ συζητήσῃ σπουδαιότατα ἐκκλησιαστικὰ ζητήματα κατὰ τὴν προσεχῆ σύνοδον.: [1152, 540, 1351, 581]
center-subcolumn: [594, 438, 768, 1497]
trial-headline-1: 'Απίστευτοι σπατάλαι ἐλάμβανον χώραν εἰς τὸ Σισμανόγλειον: [426, 88, 1120, 156]
paragraph: ΑΘΗΝΑΙ, 23.— Οἱ ἐργαζόμενοι δὲν ἐξαιροῦνται τῆς ἀσφαλίσεως εἰς τὰ ἐπικουρικὰ ταμεῖα, κατὰ τὴν ἀπόφασιν τοῦ ὑπουργείου.: [778, 1214, 953, 1255]
paragraph: Κατὰ τὴν 27ην Ὀκτωβρίου θὰ γίνῃ δοξολογία εἰς τὸν ναὸν τοῦ Ἁγίου Δημητρίου, παρέλασις τῶν σχολείων καὶ τῶν στρατιωτικῶν τμημάτων. Τὴν ἑσπέραν θὰ φωταγωγηθοῦν τὰ δημόσια καταστήματα.: [207, 359, 396, 411]
paragraph: ΑΘΗΝΑΙ, 23.— Ὑπὸ τοῦ ὑπουργοῦ Ἐμπορικῆς Ναυτιλίας ἐξητάσθησαν εἰς σύσκεψιν τὰ ζητήματα τὰ συναφῆ μὲ τὸ ἀκτοπλοϊκὸν πρόβλημα.: [1152, 820, 1351, 861]
paragraph: Ὁ Θεσσαλονικεὺς ὑπάλληλος ἀπεχώρησεν τῆς ὑπηρεσίας. Αἱ ἀρχαὶ ἐπελήφθησαν διὰ τὴν ἐξακρίβωσιν τῶν γεγονότων καὶ τὴν ἀπόδοσιν εὐθυνῶν.: [8, 751, 197, 792]
column-rule: [1145, 59, 1147, 2332]
church-headline: ΣΠΟΥΔΑΙΟΤΑΤΑ ΕΚΚΛΗΣΙΑΣΤΙΚΑ ΖΗΤΗΜΑΤΑ ΘΑ ΣΥΖΗΤΗΣΗ Η ΙΕΡΑΡΧΙΑ ΤΗΣ ΕΛΛΑΔΟΣ: [1169, 502, 1544, 536]
paragraph: ΑΘΗΝΑΙ, 23.— Ὑπὸ τοῦ ἁρμοδίου ὑπουργείου ἐξεδόθη ἐγκύκλιος διὰ τὰς συντάξεις τῶν κληρικῶν εἰς περιπτώσεις καθαιρέσεώς των.: [410, 1384, 584, 1426]
coin-name: Ναπολέων: [412, 551, 455, 561]
paragraph: Ὁ Θεσσαλονικεὺς ὑπάλληλος ἀπεχώρησεν τῆς ὑπηρεσίας. Αἱ ἀρχαὶ ἐπελήφθησαν διὰ τὴν ἐξακρίβωσιν τῶν γεγονότων καὶ τὴν ἀπόδοσιν εὐθυνῶν.: [207, 1085, 396, 1126]
paragraph: ΑΘΗΝΑΙ, 23.— Συμφώνως πρὸς τὰ συγκεντρωθέντα στοιχεῖα τῆς Τραπέζης τῆς Ἑλλάδος αἱ καταθέσεις εἰς τὰς τραπέζας ηὐξήθησαν κατὰ τὸν μῆνα Σεπτέμβριον.: [1152, 990, 1351, 1031]
paragraph: ΑΘΗΝΑΙ, 23.— Οἱ ἐργαζόμενοι δὲν ἐξαιροῦνται τῆς ἀσφαλίσεως εἰς τὰ ἐπικουρικὰ ταμεῖα, κατὰ τὴν ἀπόφασιν τοῦ ὑπουργείου.: [410, 1226, 584, 1268]
paragraph: ΑΘΗΝΑΙ, 23.— Οἱ ἐργαζόμενοι δὲν ἐξαιροῦνται τῆς ἀσφαλίσεως εἰς τὰ ἐπικουρικὰ ταμεῖα, κατὰ τὴν ἀπόφασιν τοῦ ὑπουργείου.: [778, 1045, 953, 1087]
left-column: [8, 59, 396, 2332]
paragraph: ΑΘΗΝΑΙ, 23.— Ἡ Ἱεραρχία τῆς Ἐκκλησίας τῆς Ἑλλάδος θὰ συζητήσῃ σπουδαιότατα ἐκκλησιαστικὰ ζητήματα κατὰ τὴν προσεχῆ σύνοδον.: [1152, 630, 1351, 672]
coin-name: Ἑλβετίας: [412, 560, 450, 569]
paragraph: ΣΕΡΡΑΙ, 23.— Τὴν 28ην Ὀκτωβρίου θὰ πραγματοποιηθῇ ἡ καθιερωμένη παρέλασις τῶν σχολείων καὶ τῶν στρατιωτικῶν τμημάτων τῆς πόλεως.: [207, 1479, 396, 1520]
paragraph: ΚΟΥΦΑΛΙΑ, 23.— Ὁ ἀστυνομικὸς σταθμάρχης κ. Χαλκιδάκης ἐξηγήθη ὅτι ἡ γραῖα ἔλαβε 500 δραχμὰς διὰ νὰ λύσῃ τὰ μάγια καὶ νὰ δώσῃ τὸ φῶς εἰς ἕνα ἀόματον.: [1361, 180, 1560, 222]
paragraph: ΠΥΡΓΟΣ, 23.— Σοβαρῶς ἐτραυματίσθη ὁ γαμβρὸς ὑπὸ τοῦ κουνιάδου του, διότι ὡς ἰσχυρίζεται ἐξυφόδοτει τὴν ἀδελφήν του. Ὁ δράστης συνελήφθη ὑπὸ τῆς χωροφυλακῆς.: [8, 796, 197, 838]
paragraph: Κατὰ τὴν 27ην Ὀκτωβρίου θὰ γίνῃ δοξολογία εἰς τὸν ναὸν τοῦ Ἁγίου Δημητρίου, παρέλασις τῶν σχολείων καὶ τῶν στρατιωτικῶν τμημάτων. Τὴν ἑσπέραν θὰ φωταγωγηθοῦν τὰ δημόσια καταστήματα.: [207, 582, 396, 634]
coin-price: 221,50—221,50: [519, 568, 582, 578]
paragraph: ΚΟΥΦΑΛΙΑ, 23.— Ὁ ἀστυνομικὸς σταθμάρχης κ. Χαλκιδάκης ἐξηγήθη ὅτι ἡ γραῖα ἔλαβε 500 δραχμὰς διὰ νὰ λύσῃ τὰ μάγια καὶ νὰ δώσῃ τὸ φῶς εἰς ἕνα ἀόματον.: [1152, 180, 1351, 222]
paragraph: ΑΘΗΝΑΙ, 23.— Συμφώνως πρὸς τὰ συγκεντρωθέντα στοιχεῖα τῆς Τραπέζης τῆς Ἑλλάδος αἱ καταθέσεις εἰς τὰς τραπέζας ηὐξήθησαν κατὰ τὸν μῆνα Σεπτέμβριον.: [1152, 1035, 1351, 1077]
paragraph: ΠΥΡΓΟΣ, 23.— Εἰς τὸ χωρίον ἐσημειώθη ἐπεισόδιον κατὰ τὸ ὁποῖον νεαρὸς ἐπεχείρησε παρουσίᾳ ἐπιαδελφῆς της νὰ τὴν βιάσῃ. Ὁ δράστης συνελήφθη.: [778, 1124, 953, 1165]
paragraph: ΠΥΡΓΟΣ, 23.— Σοβαρῶς ἐτραυματίσθη ὁ γαμβρὸς ὑπὸ τοῦ κουνιάδου του, διότι ὡς ἰσχυρίζεται ἐξυφόδοτει τὴν ἀδελφήν του. Ὁ δράστης συνελήφθη ὑπὸ τῆς χωροφυλακῆς.: [8, 705, 197, 747]
paragraph: ΠΡ.: Τί γνωρίζετε διὰ τὰ μυστικὰ κονδύλια; ΜΑΡΤ.: Ὁ κ. Γεωργακόπουλος εἰσηγήθη τὴν καθιέρωσιν τῶν μυστικῶν κονδυλίων. Τὰ τρόφιμα ἦσαν πολλάκις κακῆς ποιότητος.: [962, 564, 1137, 616]
paragraph: Κατὰ τὴν 27ην Ὀκτωβρίου θὰ γίνῃ δοξολογία εἰς τὸν ναὸν τοῦ Ἁγίου Δημητρίου, παρέλασις τῶν σχολείων καὶ τῶν στρατιωτικῶν τμημάτων. Τὴν ἑσπέραν θὰ φωταγωγηθοῦν τὰ δημόσια καταστήματα.: [8, 540, 197, 593]
paragraph: Εἰς τὸ ἐργατικὸν κέντρον ἐπραγματοποιήθη σύσκεψις τῶν ἐργατικῶν σωματείων διὰ τὰ ζητήματα τῶν ἡμερομισθίων καὶ τῆς ἀσφαλίσεως τῶν ἐργατῶν.: [1361, 1389, 1560, 1430]
article-body: [1152, 351, 1560, 487]
article-body: [8, 706, 396, 842]
paragraph: Εἰς τὴν ἀγορὰν τῆς Θεσσαλονίκης ἡ χρυσῆ λίρα ἐπωλήθη πρὸς 303,50 δραχμάς, ἐνῷ εἰς τὰς Ἀθήνας πρὸς 303 δραχμάς.: [410, 479, 584, 521]
paragraph: ΑΘΗΝΑΙ, 23.— Ὑπὸ τοῦ ὑπουργοῦ Ἐμπορικῆς Ναυτιλίας ἐξητάσθησαν εἰς σύσκεψιν τὰ ζητήματα τὰ συναφῆ μὲ τὸ ἀκτοπλοϊκὸν πρόβλημα.: [1152, 774, 1351, 816]
paragraph: ΒΕΡΟΙΑ, 23.— Ὑπὸ τοῦ Προέδρου Πρωτοδικῶν ἐκληρώθησαν οἱ ἔνορκοι τοῦ Κακουργιοδικείου Βεροίας διὰ τὴν Α΄ δεκαπενθήμερον.: [1152, 1149, 1351, 1180]
paragraph: Ἀφοῦ δὲ συνεκέντρωσε σημαντικὸν ποσὸν ἐκήρυξε τὴν ἐπιχείρησιν εἰς κατάστασιν πτωχεύσεως καὶ ἐξηφανίσθη ἀπὸ τὰς Ἀθήνας. Αἱ ἀρχαὶ ἐξακολουθοῦν τὰς ἐρεύνας πρὸς ἀνεύρεσίν του.: [207, 138, 396, 190]
paragraph: ΠΡ.: Τί γνωρίζετε διὰ τὰ μυστικὰ κονδύλια; ΜΑΡΤ.: Ὁ κ. Γεωργακόπουλος εἰσηγήθη τὴν καθιέρωσιν τῶν μυστικῶν κονδυλίων. Τὰ τρόφιμα ἦσαν πολλάκις κακῆς ποιότητος.: [962, 1113, 1137, 1165]
coin-price: 303,50—304,50: [519, 524, 582, 534]
paragraph: Εἰς τὸ ἐργατικὸν κέντρον ἐπραγματοποιήθη σύσκεψις τῶν ἐργατικῶν σωματείων διὰ τὰ ζητήματα τῶν ἡμερομισθίων καὶ τῆς ἀσφαλίσεως τῶν ἐργατῶν.: [1361, 1525, 1560, 1567]
paragraph: ΑΘΗΝΑΙ, 23.— Συμφώνως πρὸς τὰ συγκεντρωθέντα στοιχεῖα τῆς Τραπέζης τῆς Ἑλλάδος αἱ καταθέσεις εἰς τὰς τραπέζας ηὐξήθησαν κατὰ τὸν μῆνα Σεπτέμβριον.: [1361, 944, 1560, 986]
paragraph: ΠΥΡΓΟΣ, 23.— Εἰς τὸ χωρίον ἐσημειώθη ἐπεισόδιον κατὰ τὸ ὁποῖον νεαρὸς ἐπεχείρησε παρουσίᾳ ἐπιαδελφῆς της νὰ τὴν βιάσῃ. Ὁ δράστης συνελήφθη.: [778, 606, 953, 647]
paragraph: ΑΘΗΝΑΙ, 23.— Συμφώνως πρὸς τὰ συγκεντρωθέντα στοιχεῖα τῆς Τραπέζης τῆς Ἑλλάδος αἱ καταθέσεις εἰς τὰς τραπέζας ηὐξήθησαν κατὰ τὸν μῆνα Σεπτέμβριον.: [1361, 990, 1560, 1031]
paragraph: ΑΘΗΝΑΙ, 23.— Ὑπὸ τοῦ ἁρμοδίου ὑπουργείου ἐξεδόθη ἐγκύκλιος διὰ τὰς συντάξεις τῶν κληρικῶν εἰς περιπτώσεις καθαιρέσεώς των.: [778, 1281, 953, 1323]
subheadline: ΔΙΔΑΣΚΑΛΙΑ ΤΟΥ ΚΟΡΑΝΙΟΥ ΕΙΣ ΤΑ ΕΝ ΔΥΤ. ΘΡΑΚΗ ΜΟΥΣΟΥΛΜΑΝΙΚΑ ΣΧΟΛΕΙΑ: [778, 917, 953, 952]
paragraph: ΒΕΡΟΙΑ, 23.— Ὑπὸ τοῦ Προέδρου Πρωτοδικῶν ἐκληρώθησαν οἱ ἔνορκοι τοῦ Κακουργιοδικείου Βεροίας διὰ τὴν Α΄ δεκαπενθήμερον.: [1152, 1219, 1351, 1250]
paragraph: ΠΡ.: Ποῖος ἦτο ὁ ὑπεύθυνος τῶν προμηθειῶν; ΜΑΡΤ.: Ὅλοι ἔτρεμον τὸν Παπαεμμανουὴλ καὶ ὑπέγραφον τὰς καταστάσεις καὶ τὰς ἀποδείξεις χωρὶς νὰ τὰς ἐλέγξουν.: [778, 438, 953, 490]
paragraph: ΑΘΗΝΑΙ, 23.— Συνεχίσθη σήμερον ἡ δίκη διὰ τὰς καταχρήσεις εἰς τὸ Σισμανόγλειον νοσοκομεῖον. Οἱ μάρτυρες κατηγορίας κατέθεσαν ὅτι τὰ φάρμακα καὶ τὰ τρόφιμα ἠγοράζοντο εἰς τιμὰς ἀνωτέρας κατὰ 50 τοῖς ἑκατόν.: [594, 698, 768, 760]
section-label: ΑΠΟ ΤΗΝ ΒΕΡΟΙΑΝ: [8, 1281, 143, 1298]
trial-headline-3: Συντριπτικαὶ εἶναι αἱ καταθέσεις τῶν μαρτύρων κατηγορίας: [462, 369, 1085, 428]
paragraph: ΒΕΡΟΙΑ, 23.— Ἐκ τῆς πόλεως κατόπιν τῶν συσκέψεων ἀπεφασίσθη ἡ ἐκτέλεσις ἔργων ὑδρεύσεως καὶ ἡ διάνοιξις νέων ὁδῶν εἰς τὰς συνοικίας.: [8, 1394, 197, 1435]
veroia-jurors-headline: ΟΙ ΕΝΟΡΚΟΙ ΤΟΥ ΚΑΚΟΥΡΓΙΟΔΙΚΕΙΟΥ ΒΕΡΟΙΑΣ: [1187, 1094, 1526, 1109]
paragraph: ΑΘΗΝΑΙ, 23.— Ἀνεκοινώθησαν οἱ ἐπιτυχόντες εἰς τὸν διαγωνισμὸν γραμματεῖς τῆς Ἀγροτικῆς Τραπέζης. Οὗτοι θὰ διορισθοῦν εἰς τὰ ὑποκαταστήματα τῆς ἐπαρχίας.: [207, 1130, 396, 1182]
coin-name: Ἀμερικῆς: [412, 542, 449, 552]
paragraph: ΠΡ.: Ποῖος ἦτο ὁ ὑπεύθυνος τῶν προμηθειῶν; ΜΑΡΤ.: Ὅλοι ἔτρεμον τὸν Παπαεμμανουὴλ καὶ ὑπέγραφον τὰς καταστάσεις καὶ τὰς ἀποδείξεις χωρὶς νὰ τὰς ἐλέγξουν.: [962, 813, 1137, 865]
paragraph: ΑΘΗΝΑΙ, 23.— Ὁ Ἑλληνικὸς ἐμπορικὸς στόλος κατέχει καὶ πάλιν τὴν τρίτην θέσιν εἰς τὴν παγκόσμιον ναυτιλίαν κατὰ τὰ στοιχεῖα τοῦ Lloyd's Register.: [1152, 441, 1351, 483]
paragraph: Εἰς τὴν ἀγορὰν τῆς Θεσσαλονίκης ἡ χρυσῆ λίρα ἐπωλήθη πρὸς 303,50 δραχμάς, ἐνῷ εἰς τὰς Ἀθήνας πρὸς 303 δραχμάς.: [410, 606, 584, 648]
paragraph: ΚΟΖΑΝΗ, 23.— Ἀπεφασίσθη ἡ ἵδρυσις νέου σχολείου καὶ ἡ ἐπισκευὴ τῶν ὑφισταμένων διδακτηρίων εἰς τὰ χωρία τῆς περιοχῆς.: [8, 1464, 197, 1495]
paragraph: ΑΘΗΝΑΙ, 23.— Ἡ Ἱεραρχία τῆς Ἐκκλησίας τῆς Ἑλλάδος θὰ συζητήσῃ σπουδαιότατα ἐκκλησιαστικὰ ζητήματα κατὰ τὴν προσεχῆ σύνοδον.: [1361, 540, 1560, 581]
subheadline: ΤΙ ΣΥΝΕΒΗ ΜΕ ΤΟΝ ΣΟΦΟΥΛΗΝ: [595, 998, 767, 1009]
paragraph: ΑΘΗΝΑΙ, 23.— Εἰς τὸ Α΄ Αὐτόφωρον τμῆμα καὶ εἰς τὸν Εἰσαγγελέα Πλημμελειοδικῶν κατηγγέλθη ὑπὸ πολλῶν πολιτῶν ὅτι ὁ ἔμπορος προσελάμβανε ἀθρόως ὑπαλλήλους καὶ εἰσέπραττε ἐξ αὐτῶν ἐγγυήσεις, τὰς ὁποίας ἐν συνεχείᾳ ἰδιοποιεῖτο.: [207, 193, 396, 256]
subheadline: ΤΑ ΑΥΤΟΚΙΝΗΤΑ ΚΑΤΑ ΤΑΣ ΕΟΡΤΑΣ: [15, 526, 190, 537]
paragraph: ΑΘΗΝΑΙ, 23.— Ὑπὸ τοῦ ἁρμοδίου ὑπουργείου ἐξεδόθη ἐγκύκλιος διὰ τὰς συντάξεις τῶν κληρικῶν εἰς περιπτώσεις καθαιρέσεώς των.: [778, 954, 953, 997]
paragraph: ΑΘΗΝΑΙ, 23.— Ἀνεκοινώθησαν οἱ ἐπιτυχόντες εἰς τὸν διαγωνισμὸν γραμματεῖς τῆς Ἀγροτικῆς Τραπέζης. Οὗτοι θὰ διορισθοῦν εἰς τὰ ὑποκαταστήματα τῆς ἐπαρχίας.: [207, 873, 396, 926]
paragraph: Αὔριον ἀρχίζει ὁ ἑορτασμὸς τῶν δύο ἐθνικῶν ἐπετείων εἰς τὴν Θεσσαλονίκην. Διὰ τὴν ἐπιτυχίαν τῶν ἑορτῶν κατηρτίσθη εὐρὺ πρόγραμμα ἐκδηλώσεων μὲ τὴν συμμετοχὴν τῶν ἀρχῶν καὶ τοῦ λαοῦ τῆς πόλεως.: [207, 526, 396, 578]
article-body: [1152, 1114, 1560, 1254]
paragraph: Εἰς τὸ ἐργατικὸν κέντρον ἐπραγματοποιήθη σύσκεψις τῶν ἐργατικῶν σωματείων διὰ τὰ ζητήματα τῶν ἡμερομισθίων καὶ τῆς ἀσφαλίσεως τῶν ἐργατῶν.: [1361, 1297, 1560, 1340]
brief-news-headline: ΣΥΝΤΟΜΑ ΕΓΧΩΡΙΑ ΝΕΑ: [44, 998, 360, 1026]
paragraph: ΚΟΖΑΝΗ, 23.— Ἀπεφασίσθη ἡ ἵδρυσις νέου σχολείου καὶ ἡ ἐπισκευὴ τῶν ὑφισταμένων διδακτηρίων εἰς τὰ χωρία τῆς περιοχῆς.: [207, 1338, 396, 1369]
gold-price-row: [410, 525, 584, 534]
coin-price: 228,00—230,00: [519, 560, 582, 569]
paragraph: ΑΘΗΝΑΙ, 23.— Συμφώνως πρὸς τὰ συγκεντρωθέντα στοιχεῖα τῆς Τραπέζης τῆς Ἑλλάδος αἱ καταθέσεις εἰς τὰς τραπέζας ηὐξήθησαν κατὰ τὸν μῆνα Σεπτέμβριον.: [1361, 1035, 1560, 1077]
paragraph: ΑΘΗΝΑΙ, 23.— Ἡ Ἱεραρχία τῆς Ἐκκλησίας τῆς Ἑλλάδος θὰ συζητήσῃ σπουδαιότατα ἐκκλησιαστικὰ ζητήματα κατὰ τὴν προσεχῆ σύνοδον.: [1152, 676, 1351, 718]
coin-price: 221,50—225,75: [519, 577, 582, 587]
paragraph: ΠΡ.: Ποῖος ἦτο ὁ ὑπεύθυνος τῶν προμηθειῶν; ΜΑΡΤ.: Ὅλοι ἔτρεμον τὸν Παπαεμμανουὴλ καὶ ὑπέγραφον τὰς καταστάσεις καὶ τὰς ἀποδείξεις χωρὶς νὰ τὰς ἐλέγξουν.: [594, 1069, 768, 1121]
paragraph: ΠΡ.: Τί γνωρίζετε διὰ τὰ μυστικὰ κονδύλια; ΜΑΡΤ.: Ὁ κ. Γεωργακόπουλος εἰσηγήθη τὴν καθιέρωσιν τῶν μυστικῶν κονδυλίων. Τὰ τρόφιμα ἦσαν πολλάκις κακῆς ποιότητος.: [962, 494, 1137, 546]
gold-price-row: [410, 561, 584, 569]
paragraph: ΑΘΗΝΑΙ, 23.— Ἀνεκοινώθησαν οἱ ἐπιτυχόντες εἰς τὸν διαγωνισμὸν γραμματεῖς τῆς Ἀγροτικῆς Τραπέζης. Οὗτοι θὰ διορισθοῦν εἰς τὰ ὑποκαταστήματα τῆς ἐπαρχίας.: [8, 1074, 197, 1126]
right-subheadline: Ἐτεμάχισε μίαν χρυσῆν λίραν !: [1347, 115, 1560, 131]
paragraph: ΚΟΥΦΑΛΙΑ, 23.— Εἰς τὴν πόλιν μας δὲν ὑπάρχει ὑγιεινὸν ὕδωρ. Οἱ κάτοικοι πίνουν μολυσμένον ὕδωρ καὶ διατρέχουν κίνδυνον ἐπιδημιῶν.: [410, 955, 584, 998]
subheadline: ΕΠΕΧΕΙΡΗΣΕ ΠΑΡΟΥΣΙΑ ΕΠΙΑΔΕΛΦΗΣ ΤΗΣ ΝΑ ΤΗΝ ΒΙΑΣΗ: [425, 658, 568, 692]
gold-price-table: [410, 525, 584, 587]
section-label: ΑΠΟ ΤΗΝ ΑΛΕΞΑΝΔΡΕΙΑΝ: [8, 1443, 186, 1461]
subheadline: Ο ΒΟΥΛΕΥΤΗΣ κ. ΙΝΤΣΕΣ: [429, 1436, 564, 1447]
paragraph: ΑΘΗΝΑΙ, 23.— Ἀνεκοινώθησαν οἱ ἐπιτυχόντες εἰς τὸν διαγωνισμὸν γραμματεῖς τῆς Ἀγροτικῆς Τραπέζης. Οὗτοι θὰ διορισθοῦν εἰς τὰ ὑποκαταστήματα τῆς ἐπαρχίας.: [8, 929, 197, 982]
subheadline: ΑΙ ΠΡΟΕΤΟΙΜΑΣΙΑΙ ΤΗΝ ΑΠΟΓΡΑΦΗΝ ΤΩΝ ΚΑΤΑΣΤΗΜΑΤΩΝ: [801, 1007, 930, 1042]
paragraph: ΑΘΗΝΑΙ, 23.— Ὑπὸ τοῦ ὑπουργοῦ Ἐμπορικῆς Ναυτιλίας ἐξητάσθησαν εἰς σύσκεψιν τὰ ζητήματα τὰ συναφῆ μὲ τὸ ἀκτοπλοϊκὸν πρόβλημα.: [1152, 865, 1351, 907]
problem-headline: ΕΞΗΤΑΣΘΗΣΑΝ ΕΙΣ ΣΥΣΚΕΨΙΝ ΤΑ ΖΗΤΗΜΑΤΑ ΤΑ ΣΥΝΑΦΗ ΜΕ ΤΟ ΑΚΤΟΠΛΟΪΚΟΝ ΠΡΟΒΛΗΜΑ: [1170, 736, 1543, 770]
paragraph: ΠΡ.: Τί γνωρίζετε διὰ τὰ μυστικὰ κονδύλια; ΜΑΡΤ.: Ὁ κ. Γεωργακόπουλος εἰσηγήθη τὴν καθιέρωσιν τῶν μυστικῶν κονδυλίων. Τὰ τρόφιμα ἦσαν πολλάκις κακῆς ποιότητος.: [778, 494, 953, 546]
gold-price-row: [410, 578, 584, 587]
trial-deck: ΟΛΟΙ ΕΤΡΕΜΟΝ ΤΟΝ ΠΑΠΑΕΜΜΑΝΟΥΗΛ ΚΑΙ ΥΠΕΓΡΑΦΟΝ ΤΑΣ ΚΑΤΑΣΤΑΣΕΙΣ ΚΑΙ ΑΠΟΔΕΙΞΕΙΣ.- ΠΩΣ ΕΧΕΙ Η ΥΠΟΘΕΣΙΣ ΤΩΝ ΧΡΗΜΑΤΩΝ ΠΡΟΣ ΣΟΦΟΥΛΗΝ.- Ο κ. ΓΕΩΡΓΑΚΟΠΟΥΛΟΣ ΕΙΣΗΓΗΘΗ ΤΗΝ ΚΑΘΙΕΡΩΣΙΝ ΤΩΝ ΜΥΣΤΙΚΩΝ ΚΟΝΔΥΛΙΩΝ.- ΤΑ ΤΡΟΦΙΜΑ ΗΣΑΝ ΠΟΛΛΑΚΙΣ ΚΑΚΗΣ ΠΟΙΟΤΗΤΟΣ: [470, 247, 1076, 354]
coin-price: 228,00—230,00: [519, 551, 582, 561]
paragraph: ΠΡ.: Τί γνωρίζετε διὰ τὰ μυστικὰ κονδύλια; ΜΑΡΤ.: Ὁ κ. Γεωργακόπουλος εἰσηγήθη τὴν καθιέρωσιν τῶν μυστικῶν κονδυλίων. Τὰ τρόφιμα ἦσαν πολλάκις κακῆς ποιότητος.: [594, 560, 768, 611]
paragraph: ΑΘΗΝΑΙ, 23.— Ἡ Ἱεραρχία τῆς Ἐκκλησίας τῆς Ἑλλάδος θὰ συζητήσῃ σπουδαιότατα ἐκκλησιαστικὰ ζητήματα κατὰ τὴν προσεχῆ σύνοδον.: [1152, 585, 1351, 627]
paragraph: ΑΘΗΝΑΙ, 23.— Ὁ Ἑλληνικὸς ἐμπορικὸς στόλος κατέχει καὶ πάλιν τὴν τρίτην θέσιν εἰς τὴν παγκόσμιον ναυτιλίαν κατὰ τὰ στοιχεῖα τοῦ Lloyd's Register.: [1152, 396, 1351, 438]
